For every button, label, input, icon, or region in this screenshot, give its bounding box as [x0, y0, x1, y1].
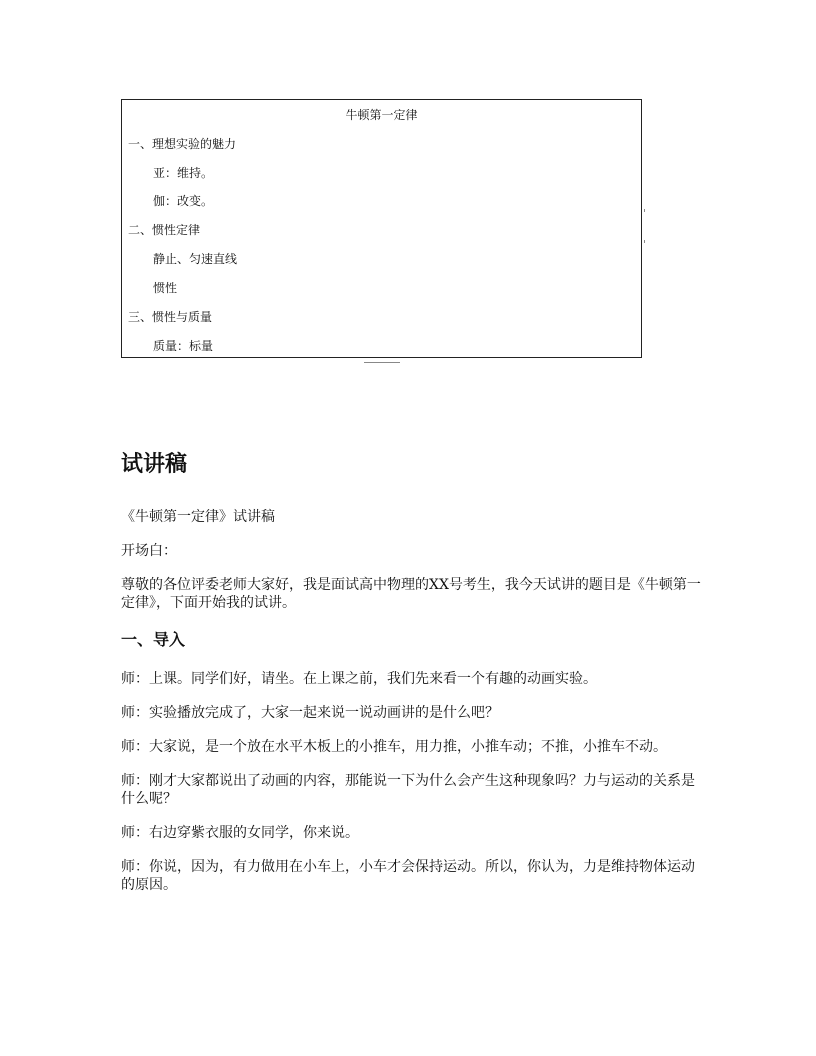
dialogue-paragraph: 师：大家说，是一个放在水平木板上的小推车，用力推，小推车动；不推，小推车不动。 — [121, 739, 667, 755]
doc-subtitle: 《牛顿第一定律》试讲稿 — [121, 509, 275, 525]
dialogue-paragraph: 师：右边穿紫衣服的女同学，你来说。 — [121, 825, 359, 841]
board-line: 亚：维持。 — [153, 166, 214, 180]
board-title: 牛顿第一定律 — [345, 108, 418, 122]
scan-mark — [644, 209, 645, 212]
scan-mark — [364, 362, 400, 363]
dialogue-paragraph: 师：上课。同学们好，请坐。在上课之前，我们先来看一个有趣的动画实验。 — [121, 671, 597, 687]
section-title: 一、导入 — [121, 630, 186, 649]
doc-heading: 试讲稿 — [121, 452, 188, 477]
board-line: 一、理想实验的魅力 — [128, 137, 237, 151]
board-line: 惯性 — [153, 281, 178, 295]
board-line: 静止、匀速直线 — [153, 252, 238, 266]
lecture-script — [121, 448, 701, 910]
dialogue-paragraph: 师：刚才大家都说出了动画的内容，那能说一下为什么会产生这种现象吗？力与运动的关系是什么呢？ — [121, 773, 695, 807]
board-line: 二、惯性定律 — [128, 223, 201, 237]
board-line: 伽：改变。 — [153, 194, 214, 208]
board-line: 三、惯性与质量 — [128, 310, 213, 324]
scan-mark — [644, 240, 645, 243]
blackboard-design — [121, 99, 642, 358]
opening-label: 开场白： — [121, 543, 177, 559]
dialogue-paragraph: 师：你说，因为，有力做用在小车上，小车才会保持运动。所以，你认为，力是维持物体运动的原因。 — [121, 859, 695, 893]
dialogue-paragraph: 师：实验播放完成了，大家一起来说一说动画讲的是什么吧？ — [121, 705, 499, 721]
opening-paragraph: 尊敬的各位评委老师大家好，我是面试高中物理的XX号考生，我今天试讲的题目是《牛顿第一定律》，下面开始我的试讲。 — [121, 577, 701, 611]
board-line: 质量：标量 — [153, 339, 214, 353]
